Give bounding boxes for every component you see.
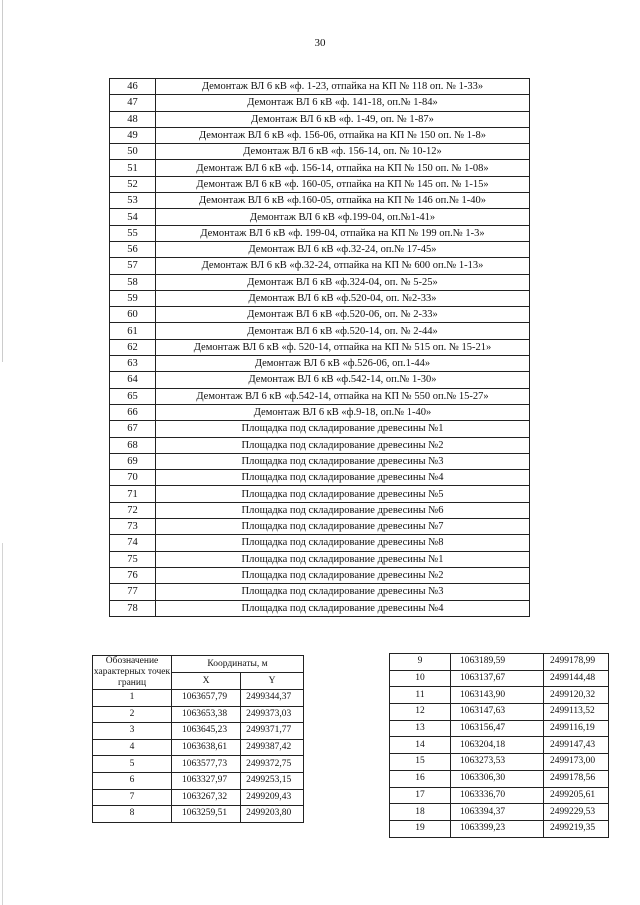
scan-edge-artifact bbox=[2, 0, 3, 905]
row-description: Демонтаж ВЛ 6 кВ «ф. 141-18, оп.№ 1-84» bbox=[156, 95, 530, 111]
header-point-designation: Обозначение характерных точек границ bbox=[93, 656, 171, 688]
row-number: 75 bbox=[110, 551, 156, 567]
table-row bbox=[390, 770, 609, 787]
row-description: Демонтаж ВЛ 6 кВ «ф.32-24, отпайка на КП № 600 оп.№ 1-13» bbox=[156, 258, 530, 274]
row-description: Демонтаж ВЛ 6 кВ «ф.160-05, отпайка на КП № 146 оп.№ 1-40» bbox=[156, 193, 530, 209]
row-description: Демонтаж ВЛ 6 кВ «ф. 1-49, оп. № 1-87» bbox=[156, 111, 530, 127]
row-description: Демонтаж ВЛ 6 кВ «ф.520-04, оп. №2-33» bbox=[156, 290, 530, 306]
row-number: 61 bbox=[110, 323, 156, 339]
table-row bbox=[110, 274, 530, 290]
row-number: 73 bbox=[110, 519, 156, 535]
row-number: 68 bbox=[110, 437, 156, 453]
row-number: 51 bbox=[110, 160, 156, 176]
point-number: 4 bbox=[93, 739, 172, 756]
row-description: Площадка под складирование древесины №2 bbox=[156, 567, 530, 583]
point-number: 2 bbox=[93, 706, 172, 723]
table-row bbox=[110, 519, 530, 535]
coord-y: 2499144,48 bbox=[544, 670, 609, 687]
row-description: Площадка под складирование древесины №8 bbox=[156, 535, 530, 551]
table-row bbox=[93, 756, 304, 773]
table-row bbox=[110, 290, 530, 306]
coord-y: 2499173,00 bbox=[544, 754, 609, 771]
coord-y: 2499372,75 bbox=[241, 756, 304, 773]
header-y: Y bbox=[241, 673, 304, 690]
table-row bbox=[110, 144, 530, 160]
table-row bbox=[390, 804, 609, 821]
table-row bbox=[110, 372, 530, 388]
coord-y: 2499178,99 bbox=[544, 654, 609, 671]
row-number: 72 bbox=[110, 502, 156, 518]
table-row bbox=[110, 193, 530, 209]
point-number: 7 bbox=[93, 789, 172, 806]
row-description: Демонтаж ВЛ 6 кВ «ф. 160-05, отпайка на КП № 145 оп. № 1-15» bbox=[156, 176, 530, 192]
table-row bbox=[110, 127, 530, 143]
coord-y: 2499120,32 bbox=[544, 687, 609, 704]
table-row bbox=[390, 787, 609, 804]
row-description: Площадка под складирование древесины №1 bbox=[156, 421, 530, 437]
coord-x: 1063267,32 bbox=[172, 789, 241, 806]
row-number: 70 bbox=[110, 470, 156, 486]
point-number: 12 bbox=[390, 704, 451, 721]
coord-x: 1063156,47 bbox=[451, 720, 544, 737]
table-row bbox=[93, 723, 304, 740]
table-row bbox=[110, 567, 530, 583]
table-row bbox=[390, 670, 609, 687]
table-row bbox=[390, 820, 609, 837]
table-row bbox=[390, 687, 609, 704]
point-number: 10 bbox=[390, 670, 451, 687]
row-number: 57 bbox=[110, 258, 156, 274]
table-row bbox=[390, 704, 609, 721]
table-row bbox=[110, 551, 530, 567]
coord-y: 2499205,61 bbox=[544, 787, 609, 804]
row-description: Площадка под складирование древесины №7 bbox=[156, 519, 530, 535]
header-x: X bbox=[172, 673, 241, 690]
row-number: 62 bbox=[110, 339, 156, 355]
row-description: Демонтаж ВЛ 6 кВ «ф.324-04, оп. № 5-25» bbox=[156, 274, 530, 290]
row-description: Демонтаж ВЛ 6 кВ «ф.526-06, оп.1-44» bbox=[156, 356, 530, 372]
row-number: 54 bbox=[110, 209, 156, 225]
point-number: 1 bbox=[93, 690, 172, 707]
coordinates-table-right bbox=[389, 653, 609, 838]
row-description: Площадка под складирование древесины №3 bbox=[156, 584, 530, 600]
objects-table-body bbox=[110, 79, 530, 617]
coord-x: 1063399,23 bbox=[451, 820, 544, 837]
row-description: Площадка под складирование древесины №1 bbox=[156, 551, 530, 567]
coord-x: 1063638,61 bbox=[172, 739, 241, 756]
table-row bbox=[110, 356, 530, 372]
row-description: Демонтаж ВЛ 6 кВ «ф.520-06, оп. № 2-33» bbox=[156, 307, 530, 323]
point-number: 8 bbox=[93, 806, 172, 823]
table-row bbox=[93, 789, 304, 806]
coord-y: 2499178,56 bbox=[544, 770, 609, 787]
coordinates-left-body bbox=[93, 690, 304, 823]
table-row bbox=[110, 111, 530, 127]
table-row bbox=[110, 600, 530, 616]
table-row bbox=[110, 339, 530, 355]
table-row bbox=[110, 176, 530, 192]
coord-y: 2499209,43 bbox=[241, 789, 304, 806]
row-description: Демонтаж ВЛ 6 кВ «ф. 156-14, оп. № 10-12» bbox=[156, 144, 530, 160]
row-description: Площадка под складирование древесины №6 bbox=[156, 502, 530, 518]
table-row bbox=[93, 772, 304, 789]
row-description: Площадка под складирование древесины №2 bbox=[156, 437, 530, 453]
point-number: 11 bbox=[390, 687, 451, 704]
row-description: Демонтаж ВЛ 6 кВ «ф. 156-06, отпайка на КП № 150 оп. № 1-8» bbox=[156, 127, 530, 143]
coord-x: 1063394,37 bbox=[451, 804, 544, 821]
coord-y: 2499147,43 bbox=[544, 737, 609, 754]
point-number: 14 bbox=[390, 737, 451, 754]
row-number: 48 bbox=[110, 111, 156, 127]
table-row bbox=[110, 404, 530, 420]
row-number: 47 bbox=[110, 95, 156, 111]
coord-x: 1063143,90 bbox=[451, 687, 544, 704]
point-number: 5 bbox=[93, 756, 172, 773]
coord-x: 1063273,53 bbox=[451, 754, 544, 771]
coord-y: 2499253,15 bbox=[241, 772, 304, 789]
row-description: Демонтаж ВЛ 6 кВ «ф. 199-04, отпайка на КП № 199 оп.№ 1-3» bbox=[156, 225, 530, 241]
table-row bbox=[93, 690, 304, 707]
row-description: Демонтаж ВЛ 6 кВ «ф.542-14, оп.№ 1-30» bbox=[156, 372, 530, 388]
table-row bbox=[110, 323, 530, 339]
row-number: 74 bbox=[110, 535, 156, 551]
coord-x: 1063306,30 bbox=[451, 770, 544, 787]
row-number: 71 bbox=[110, 486, 156, 502]
coord-x: 1063336,70 bbox=[451, 787, 544, 804]
table-row bbox=[110, 258, 530, 274]
objects-table bbox=[109, 78, 530, 617]
coord-y: 2499387,42 bbox=[241, 739, 304, 756]
row-number: 78 bbox=[110, 600, 156, 616]
coordinates-table-header bbox=[93, 656, 304, 690]
table-row bbox=[110, 95, 530, 111]
table-row bbox=[110, 225, 530, 241]
row-description: Демонтаж ВЛ 6 кВ «ф.32-24, оп.№ 17-45» bbox=[156, 241, 530, 257]
table-row bbox=[390, 654, 609, 671]
coord-x: 1063259,51 bbox=[172, 806, 241, 823]
row-description: Демонтаж ВЛ 6 кВ «ф.542-14, отпайка на КП № 550 оп.№ 15-27» bbox=[156, 388, 530, 404]
point-number: 6 bbox=[93, 772, 172, 789]
coord-y: 2499116,19 bbox=[544, 720, 609, 737]
coord-x: 1063147,63 bbox=[451, 704, 544, 721]
table-row bbox=[110, 241, 530, 257]
table-row bbox=[110, 453, 530, 469]
row-number: 76 bbox=[110, 567, 156, 583]
header-coordinates: Координаты, м bbox=[172, 656, 304, 673]
row-number: 67 bbox=[110, 421, 156, 437]
coord-y: 2499344,37 bbox=[241, 690, 304, 707]
page-number: 30 bbox=[314, 37, 326, 49]
table-row bbox=[93, 739, 304, 756]
coord-y: 2499371,77 bbox=[241, 723, 304, 740]
point-number: 13 bbox=[390, 720, 451, 737]
row-description: Площадка под складирование древесины №3 bbox=[156, 453, 530, 469]
row-number: 53 bbox=[110, 193, 156, 209]
point-number: 18 bbox=[390, 804, 451, 821]
coordinates-right-body bbox=[390, 654, 609, 838]
row-number: 50 bbox=[110, 144, 156, 160]
table-row bbox=[110, 421, 530, 437]
coord-x: 1063204,18 bbox=[451, 737, 544, 754]
table-row bbox=[93, 806, 304, 823]
point-number: 19 bbox=[390, 820, 451, 837]
table-row bbox=[110, 160, 530, 176]
table-row bbox=[110, 388, 530, 404]
point-number: 15 bbox=[390, 754, 451, 771]
point-number: 16 bbox=[390, 770, 451, 787]
row-description: Демонтаж ВЛ 6 кВ «ф. 1-23, отпайка на КП № 118 оп. № 1-33» bbox=[156, 79, 530, 95]
coord-x: 1063653,38 bbox=[172, 706, 241, 723]
coord-x: 1063657,79 bbox=[172, 690, 241, 707]
row-number: 46 bbox=[110, 79, 156, 95]
row-number: 55 bbox=[110, 225, 156, 241]
coord-x: 1063645,23 bbox=[172, 723, 241, 740]
point-number: 17 bbox=[390, 787, 451, 804]
table-row bbox=[110, 209, 530, 225]
row-number: 49 bbox=[110, 127, 156, 143]
table-row bbox=[93, 706, 304, 723]
coord-y: 2499219,35 bbox=[544, 820, 609, 837]
row-description: Площадка под складирование древесины №4 bbox=[156, 600, 530, 616]
row-number: 77 bbox=[110, 584, 156, 600]
coordinates-table-left bbox=[92, 655, 304, 823]
table-row bbox=[110, 584, 530, 600]
coord-y: 2499373,03 bbox=[241, 706, 304, 723]
coord-x: 1063137,67 bbox=[451, 670, 544, 687]
table-row bbox=[390, 754, 609, 771]
row-number: 66 bbox=[110, 404, 156, 420]
table-row bbox=[110, 470, 530, 486]
coord-x: 1063327,97 bbox=[172, 772, 241, 789]
row-number: 60 bbox=[110, 307, 156, 323]
coord-y: 2499229,53 bbox=[544, 804, 609, 821]
row-number: 69 bbox=[110, 453, 156, 469]
table-row bbox=[110, 535, 530, 551]
point-number: 9 bbox=[390, 654, 451, 671]
table-row bbox=[110, 307, 530, 323]
coord-x: 1063189,59 bbox=[451, 654, 544, 671]
row-description: Демонтаж ВЛ 6 кВ «ф.9-18, оп.№ 1-40» bbox=[156, 404, 530, 420]
row-number: 63 bbox=[110, 356, 156, 372]
row-number: 56 bbox=[110, 241, 156, 257]
row-number: 64 bbox=[110, 372, 156, 388]
coord-y: 2499113,52 bbox=[544, 704, 609, 721]
row-description: Демонтаж ВЛ 6 кВ «ф. 156-14, отпайка на КП № 150 оп. № 1-08» bbox=[156, 160, 530, 176]
table-row bbox=[110, 502, 530, 518]
row-number: 58 bbox=[110, 274, 156, 290]
row-number: 59 bbox=[110, 290, 156, 306]
table-row bbox=[110, 437, 530, 453]
coord-x: 1063577,73 bbox=[172, 756, 241, 773]
row-description: Демонтаж ВЛ 6 кВ «ф.520-14, оп. № 2-44» bbox=[156, 323, 530, 339]
row-number: 65 bbox=[110, 388, 156, 404]
point-number: 3 bbox=[93, 723, 172, 740]
table-row bbox=[110, 79, 530, 95]
row-description: Площадка под складирование древесины №4 bbox=[156, 470, 530, 486]
table-row bbox=[390, 720, 609, 737]
row-description: Демонтаж ВЛ 6 кВ «ф. 520-14, отпайка на КП № 515 оп. № 15-21» bbox=[156, 339, 530, 355]
table-row bbox=[390, 737, 609, 754]
row-number: 52 bbox=[110, 176, 156, 192]
table-row bbox=[110, 486, 530, 502]
coord-y: 2499203,80 bbox=[241, 806, 304, 823]
row-description: Площадка под складирование древесины №5 bbox=[156, 486, 530, 502]
header-row bbox=[93, 656, 304, 673]
row-description: Демонтаж ВЛ 6 кВ «ф.199-04, оп.№1-41» bbox=[156, 209, 530, 225]
